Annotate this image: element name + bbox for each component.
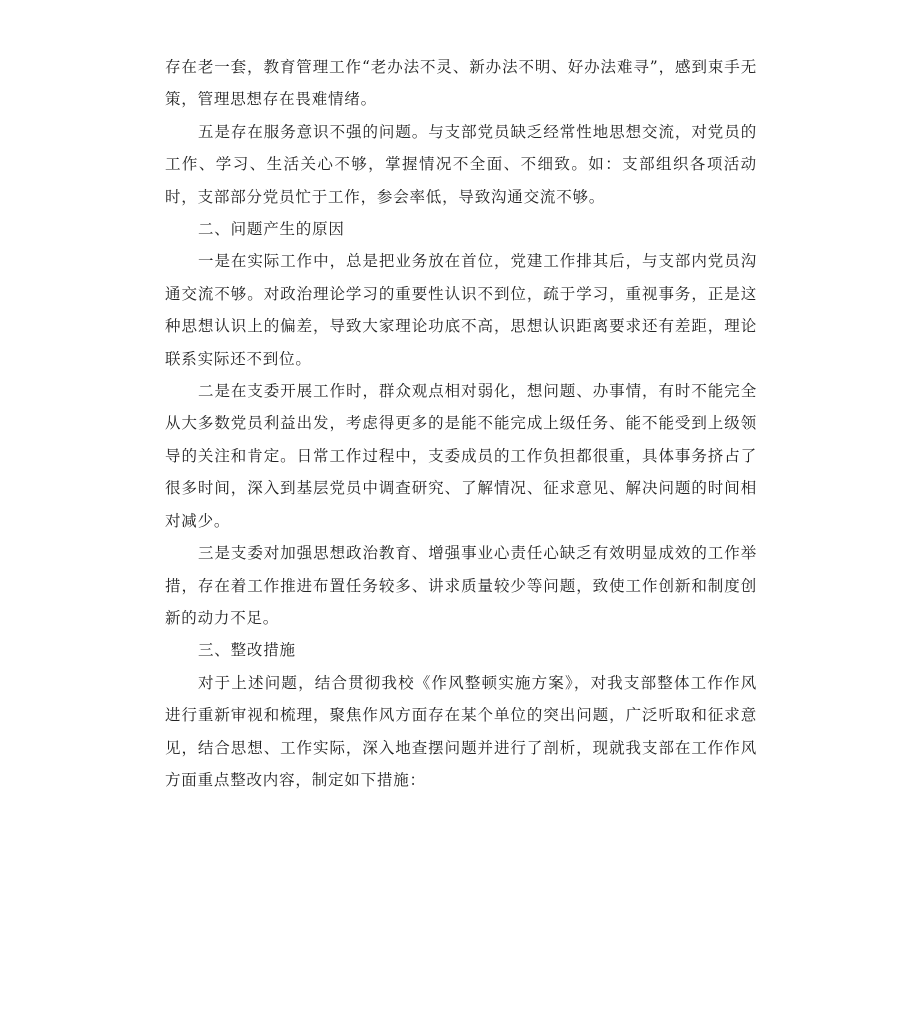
paragraph-cause-two: 二是在支委开展工作时，群众观点相对弱化，想问题、办事情，有时不能完全从大多数党员利益出发，考虑得更多的是能不能完成上级任务、能不能受到上级领导的关注和肯定。日常工作过程中，支委成员的工作负担都很重，具体事务挤占了很多时间，深入到基层党员中调查研究、了解情况、征求意见、解决问题的时间相对减少。 xyxy=(165,382,757,530)
section-heading-measures: 三、整改措施 xyxy=(198,641,296,660)
paragraph-continuation: 存在老一套，教育管理工作“老办法不灵、新办法不明、好办法难寻”，感到束手无策，管理思想存在畏难情绪。 xyxy=(165,58,757,109)
section-heading-causes: 二、问题产生的原因 xyxy=(198,220,345,239)
paragraph-cause-three: 三是支委对加强思想政治教育、增强事业心责任心缺乏有效明显成效的工作举措，存在着工作推进布置任务较多、讲求质量较少等问题，致使工作创新和制度创新的动力不足。 xyxy=(165,544,757,627)
paragraph-measures-intro: 对于上述问题，结合贯彻我校《作风整顿实施方案》，对我支部整体工作作风进行重新审视和梳理，聚焦作风方面存在某个单位的突出问题，广泛听取和征求意见，结合思想、工作实际，深入地查摆问题并进行了剖析，现就我支部在工作作风方面重点整改内容，制定如下措施： xyxy=(165,673,757,789)
paragraph-cause-one: 一是在实际工作中，总是把业务放在首位，党建工作排其后，与支部内党员沟通交流不够。对政治理论学习的重要性认识不到位，疏于学习，重视事务，正是这种思想认识上的偏差，导致大家理论功底不高，思想认识距离要求还有差距，理论联系实际还不到位。 xyxy=(165,252,757,368)
document-body xyxy=(165,51,757,796)
paragraph-service-awareness: 五是存在服务意识不强的问题。与支部党员缺乏经常性地思想交流，对党员的工作、学习、生活关心不够，掌握情况不全面、不细致。如：支部组织各项活动时，支部部分党员忙于工作，参会率低，导致沟通交流不够。 xyxy=(165,122,757,206)
